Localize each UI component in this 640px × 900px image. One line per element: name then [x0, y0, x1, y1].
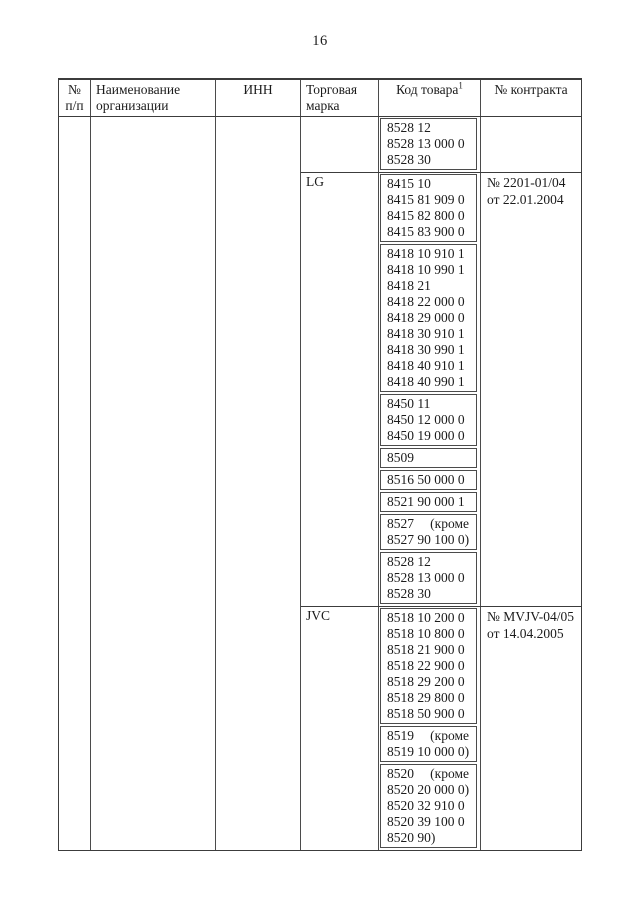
- table-header-row: [59, 80, 581, 117]
- code-line: [381, 728, 476, 744]
- contract-line: от 14.04.2005: [487, 626, 564, 641]
- trademark-cell: JVC: [301, 607, 379, 850]
- code-group-box: [380, 244, 477, 392]
- footnote-reference: 1: [458, 80, 463, 91]
- code-line-part: 8519: [387, 728, 414, 743]
- code-line: 8418 10 990 1: [387, 262, 465, 277]
- code-line: 8509: [387, 450, 414, 465]
- table-row: [301, 117, 581, 172]
- code-group-box: [380, 174, 477, 242]
- code-group-box: [380, 608, 477, 724]
- header-number: [59, 80, 91, 116]
- code-line: 8520 20 000 0): [387, 782, 470, 797]
- code-group-box: [380, 118, 477, 170]
- column-number-cell: [59, 117, 91, 850]
- code-group-box: [380, 514, 477, 550]
- contract-cell: [481, 117, 581, 172]
- contract-cell: [481, 607, 581, 850]
- code-line: 8450 11: [387, 396, 431, 411]
- trademark-cell: [301, 117, 379, 172]
- product-codes-cell: [379, 117, 481, 172]
- code-group-box: [380, 470, 477, 490]
- header-organization: [91, 80, 216, 116]
- code-line: 8520 39 100 0: [387, 814, 465, 829]
- code-line: 8528 12: [387, 120, 431, 135]
- header-contract: [481, 80, 581, 116]
- code-line: 8528 13 000 0: [387, 570, 465, 585]
- header-line: п/п: [65, 98, 84, 113]
- code-line: 8518 10 800 0: [387, 626, 465, 641]
- code-line: 8415 82 800 0: [387, 208, 465, 223]
- table-row: [301, 172, 581, 606]
- code-line: 8518 29 800 0: [387, 690, 465, 705]
- registry-table: [58, 78, 582, 851]
- header-line: №: [68, 82, 81, 97]
- code-line: 8450 19 000 0: [387, 428, 465, 443]
- header-line: организации: [96, 98, 169, 113]
- code-line: [381, 766, 476, 782]
- code-line: 8415 83 900 0: [387, 224, 465, 239]
- column-inn-cell: [216, 117, 301, 850]
- code-line-part: 8520: [387, 766, 414, 781]
- code-line: 8415 10: [387, 176, 431, 191]
- code-line: 8418 10 910 1: [387, 246, 465, 261]
- code-line: 8518 29 200 0: [387, 674, 465, 689]
- header-inn: [216, 80, 301, 116]
- product-codes-cell: [379, 173, 481, 606]
- code-line: 8418 22 000 0: [387, 294, 465, 309]
- code-line: 8518 21 900 0: [387, 642, 465, 657]
- contract-line: № 2201-01/04: [487, 175, 566, 190]
- code-line: 8450 12 000 0: [387, 412, 465, 427]
- code-group-box: [380, 394, 477, 446]
- code-line: 8418 40 910 1: [387, 358, 465, 373]
- code-line: 8528 30: [387, 586, 431, 601]
- code-line-part: (кроме: [430, 766, 469, 781]
- code-line-part: (кроме: [430, 516, 469, 531]
- table-body: [59, 117, 581, 850]
- code-group-box: [380, 764, 477, 848]
- page-number: 16: [312, 33, 328, 49]
- code-line: 8518 22 900 0: [387, 658, 465, 673]
- header-line: Наименование: [96, 82, 181, 97]
- table-right-part: [301, 117, 581, 850]
- trademark-cell: LG: [301, 173, 379, 606]
- code-line: 8418 40 990 1: [387, 374, 465, 389]
- code-line-part: (кроме: [430, 728, 469, 743]
- code-line: 8415 81 909 0: [387, 192, 465, 207]
- header-line: Код товара$^1$: [396, 80, 463, 97]
- contract-cell: [481, 173, 581, 606]
- code-line: 8418 30 910 1: [387, 326, 465, 341]
- code-line: 8519 10 000 0): [387, 744, 470, 759]
- code-line: 8418 29 000 0: [387, 310, 465, 325]
- contract-line: № MVJV-04/05: [487, 609, 575, 624]
- table-row: [301, 606, 581, 850]
- column-organization-cell: [91, 117, 216, 850]
- code-line: 8520 90): [387, 830, 436, 845]
- code-line: 8521 90 000 1: [387, 494, 465, 509]
- code-group-box: [380, 448, 477, 468]
- code-line: 8518 10 200 0: [387, 610, 465, 625]
- header-line: марка: [306, 98, 340, 113]
- code-line: 8418 30 990 1: [387, 342, 465, 357]
- code-line: 8528 12: [387, 554, 431, 569]
- code-line: 8520 32 910 0: [387, 798, 465, 813]
- code-line: 8527 90 100 0): [387, 532, 470, 547]
- code-group-box: [380, 552, 477, 604]
- header-product-code: [379, 80, 481, 116]
- code-line: 8516 50 000 0: [387, 472, 465, 487]
- contract-line: от 22.01.2004: [487, 192, 564, 207]
- code-line: 8528 13 000 0: [387, 136, 465, 151]
- code-line: 8518 50 900 0: [387, 706, 465, 721]
- header-line: ИНН: [243, 82, 273, 97]
- header-line: № контракта: [494, 82, 568, 97]
- code-group-box: [380, 726, 477, 762]
- code-line: [381, 516, 476, 532]
- code-group-box: [380, 492, 477, 512]
- code-line-part: 8527: [387, 516, 414, 531]
- code-line: 8528 30: [387, 152, 431, 167]
- code-line: 8418 21: [387, 278, 431, 293]
- product-codes-cell: [379, 607, 481, 850]
- header-line: Торговая: [306, 82, 358, 97]
- header-trademark: [301, 80, 379, 116]
